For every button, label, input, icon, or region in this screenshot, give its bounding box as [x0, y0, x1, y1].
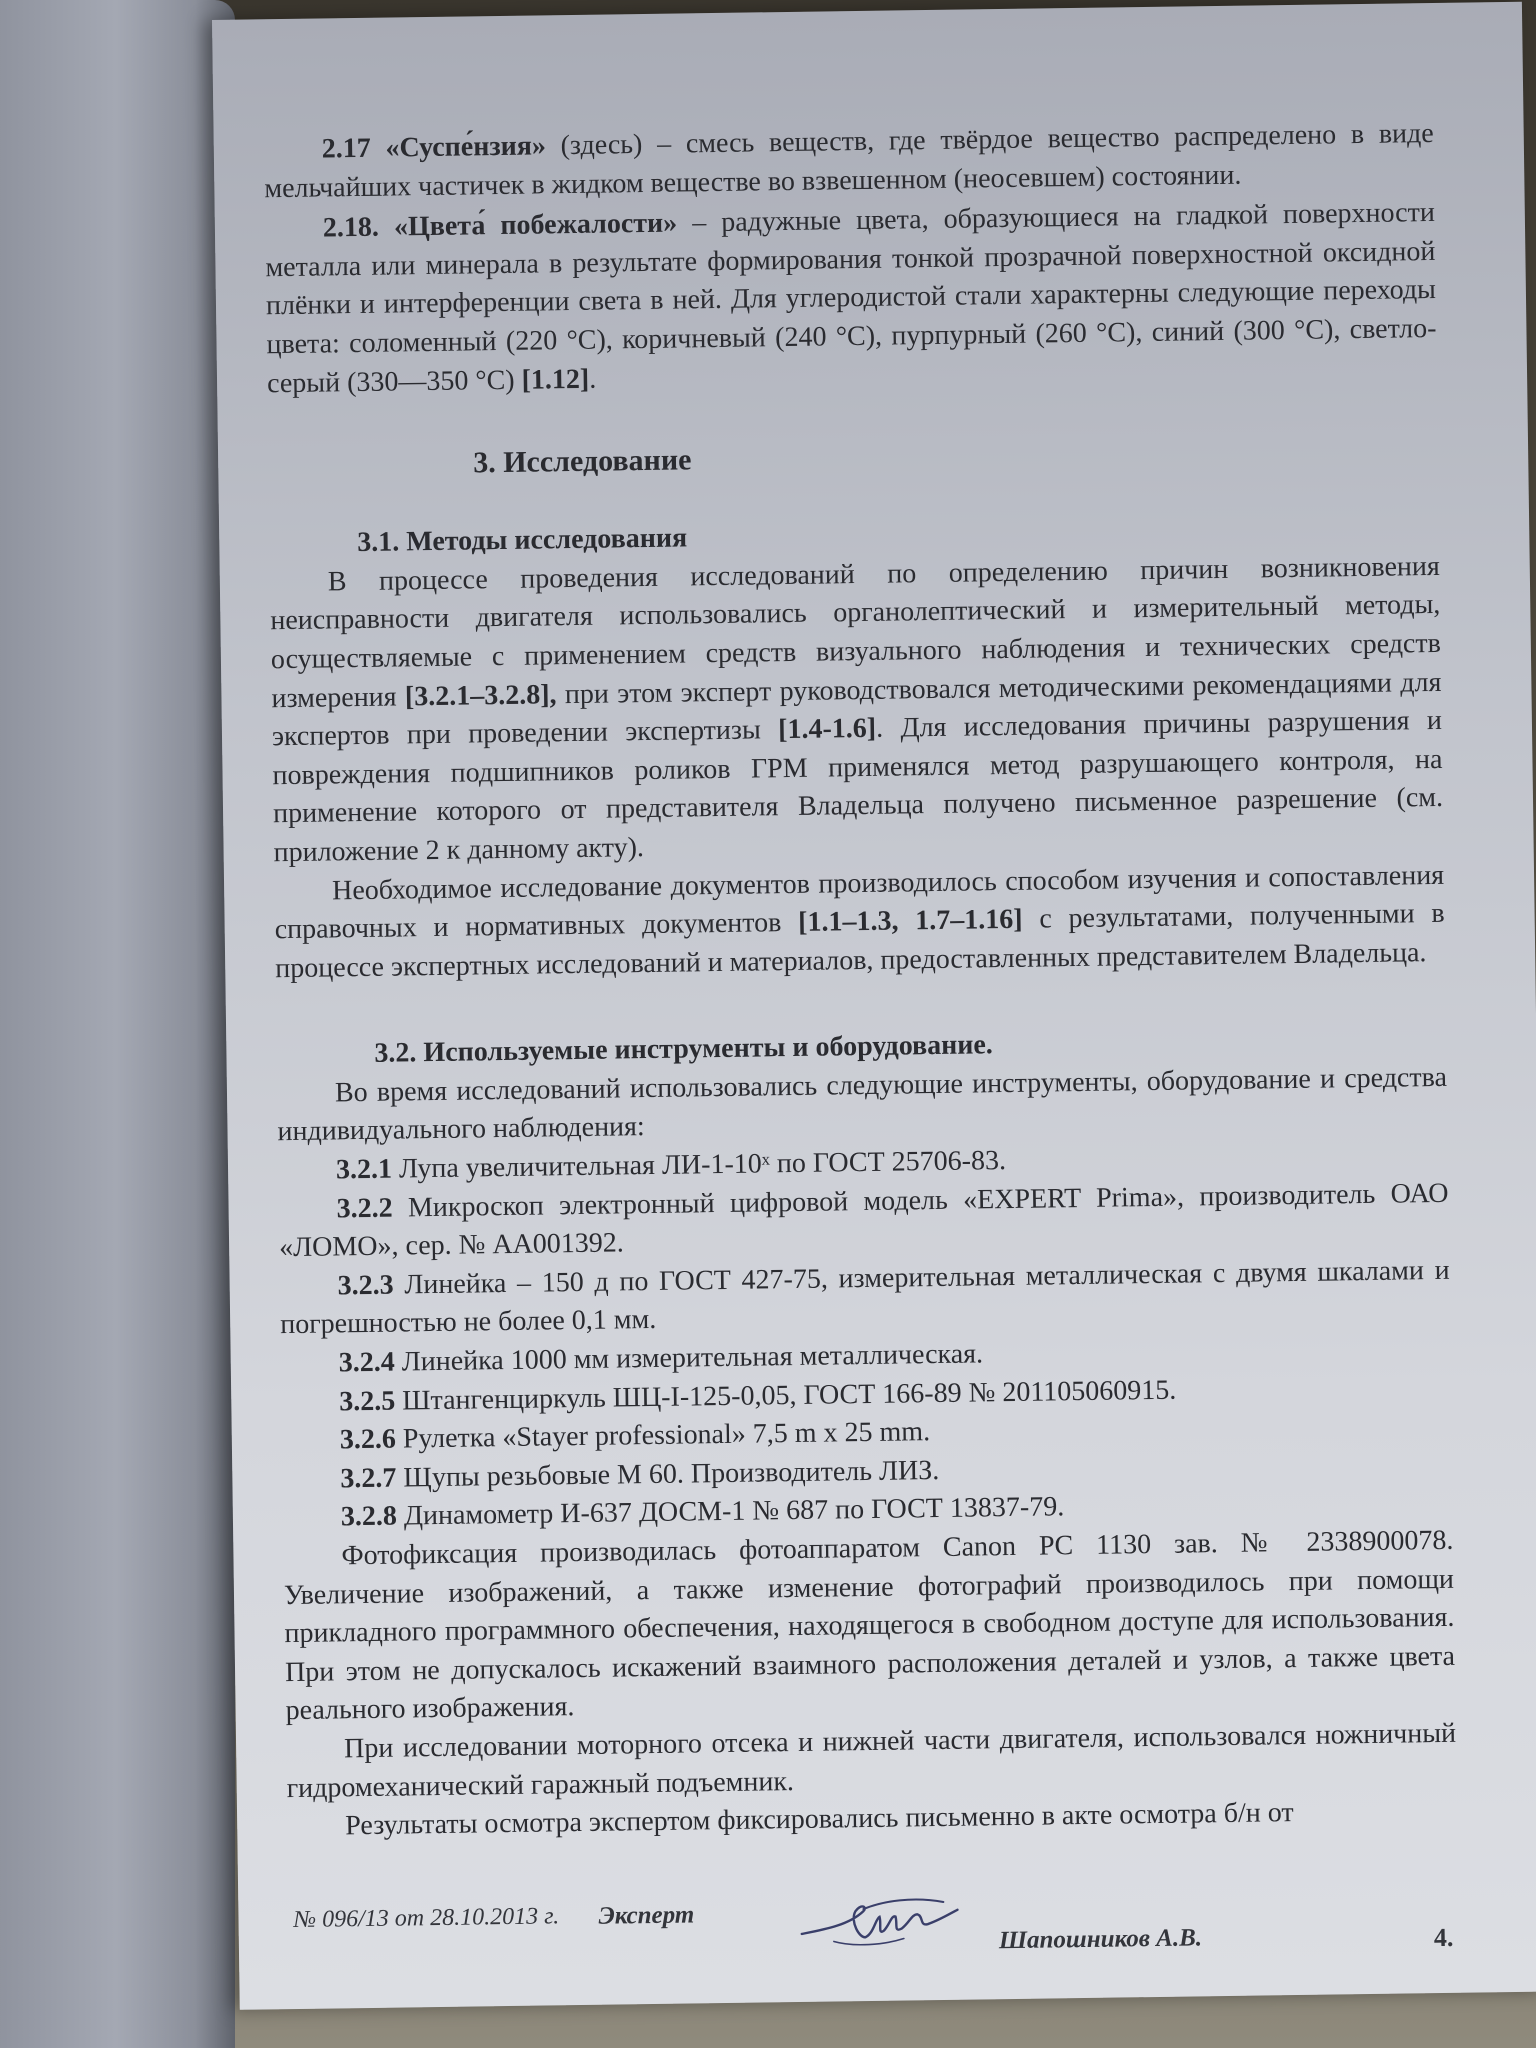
tool-number: 3.2.7	[340, 1462, 397, 1495]
definition-term: «Суспе́нзия»	[385, 130, 547, 164]
tool-number: 3.2.8	[340, 1500, 398, 1533]
text-run: . Для исследования причины разрушения и повреждения подшипников роликов ГРМ применялся метод разрушающего контроля, на применение которого от представителя Владельца получено письменное разрешение (см. приложение 2 к данному акту).	[272, 705, 1444, 869]
tool-text: Микроскоп электронный цифровой модель «EXPERT Prima», производитель ОАО «ЛОМО», сер. № AA001392.	[278, 1177, 1449, 1264]
definition-2-18	[265, 194, 1438, 403]
expert-label: Эксперт	[598, 1901, 695, 1930]
tool-text: Рулетка «Stayer professional» 7,5 m x 25 mm.	[395, 1416, 931, 1455]
documents-paragraph	[274, 856, 1446, 988]
tool-number: 3.2.5	[339, 1385, 396, 1417]
photo-paragraph: Фотофиксация производилась фотоаппаратом Canon PC 1130 зав. № 2338900078. Увеличение изображений, а также изменение фотографий производилось при помощи прикладного программного обеспечения, находящегося в свободном доступе для использования. При этом не допускалось искажений взаимного расположения деталей и узлов, а также цвета реального изображения.	[283, 1524, 1456, 1727]
definition-text: (здесь) – смесь веществ, где твёрдое вещество распределено в виде мельчайших частичек в жидком веществе во взвешенном (неосевшем) состоянии.	[264, 117, 1434, 204]
document-page	[212, 2, 1536, 2010]
page-content	[264, 115, 1458, 1847]
reference: [1.1–1.3, 1.7–1.16]	[797, 903, 1023, 938]
definition-end: .	[589, 363, 597, 395]
reference: [1.4-1.6]	[777, 712, 877, 746]
tool-text: Динамометр И-637 ДОСМ-1 № 687 по ГОСТ 13837-79.	[396, 1491, 1065, 1532]
definition-number: 2.17	[321, 132, 372, 165]
text-run: В процессе проведения исследований по определению причин возникновения неисправности двигателя использовались органолептический и измерительный методы, осуществляемые с применением средств визуального наблюдения и технических средств измерения	[270, 550, 1442, 714]
definition-text: – радужные цвета, образующиеся на гладкой поверхности металла или минерала в результате формирования тонкой прозрачной поверхностной оксидной плёнки и интерференции света в ней. Для углеродистой стали характерны следующие переходы цвета: соломенный (220 °C), коричневый (240 °C), пурпурный (260 °C), синий (300 °C), светло-серый (330—350 °C)	[265, 197, 1437, 399]
tool-number: 3.2.6	[339, 1423, 397, 1456]
tool-text: Щупы резьбовые М 60. Производитель ЛИЗ.	[396, 1454, 940, 1494]
definition-term: «Цвета́ побежалости»	[393, 207, 678, 243]
lift-paragraph: При исследовании моторного отсека и нижней части двигателя, использовался ножничный гидромеханический гаражный подъемник.	[286, 1717, 1457, 1804]
tool-number: 3.2.1	[335, 1153, 393, 1186]
subsection-title-3-2: 3.2. Используемые инструменты и оборудование.	[374, 1029, 994, 1070]
signature-icon	[793, 1880, 964, 1962]
last-paragraph: Результаты осмотра экспертом фиксировались письменно в акте осмотра б/н от	[345, 1797, 1294, 1842]
definition-2-17	[264, 115, 1435, 209]
reference: [1.12]	[521, 363, 590, 396]
tool-number: 3.2.2	[336, 1192, 393, 1225]
expert-name: Шапошников А.В.	[998, 1924, 1203, 1955]
tool-number: 3.2.3	[337, 1269, 394, 1302]
reference: [3.2.1–3.2.8],	[404, 678, 557, 712]
left-page-edge	[0, 0, 235, 2048]
tool-text: Лупа увеличительная ЛИ-1-10ˣ по ГОСТ 25706-83.	[391, 1145, 1007, 1185]
text-run: при этом эксперт руководствовался методическими рекомендациями для экспертов при проведении экспертизы	[271, 666, 1442, 753]
definition-number: 2.18.	[322, 211, 380, 244]
tools-intro: Во время исследований использовались следующие инструменты, оборудование и средства индивидуального наблюдения:	[277, 1061, 1448, 1148]
page-footer	[293, 1891, 1474, 1967]
tool-text: Линейка 1000 мм измерительная металлическая.	[394, 1338, 984, 1378]
tool-text: Линейка – 150 д по ГОСТ 427-75, измерительная металлическая с двумя шкалами и погрешностью не более 0,1 мм.	[280, 1254, 1450, 1341]
tool-number: 3.2.4	[338, 1346, 395, 1379]
page-number: 4.	[1433, 1922, 1454, 1953]
document-number: № 096/13 от 28.10.2013 г.	[293, 1903, 560, 1934]
text-run: Необходимое исследование документов производилось способом изучения и сопоставления справочных и нормативных документов	[274, 859, 1445, 946]
subsection-title-3-1: 3.1. Методы исследования	[357, 522, 688, 559]
methods-paragraph	[270, 548, 1444, 873]
section-title: 3. Исследование	[472, 443, 692, 480]
tool-text: Штангенциркуль ШЦ-I-125-0,05, ГОСТ 166-89 № 201105060915.	[395, 1374, 1177, 1417]
text-run: с результатами, полученными в процессе экспертных исследований и материалов, предоставленных представителем Владельца.	[275, 897, 1445, 984]
